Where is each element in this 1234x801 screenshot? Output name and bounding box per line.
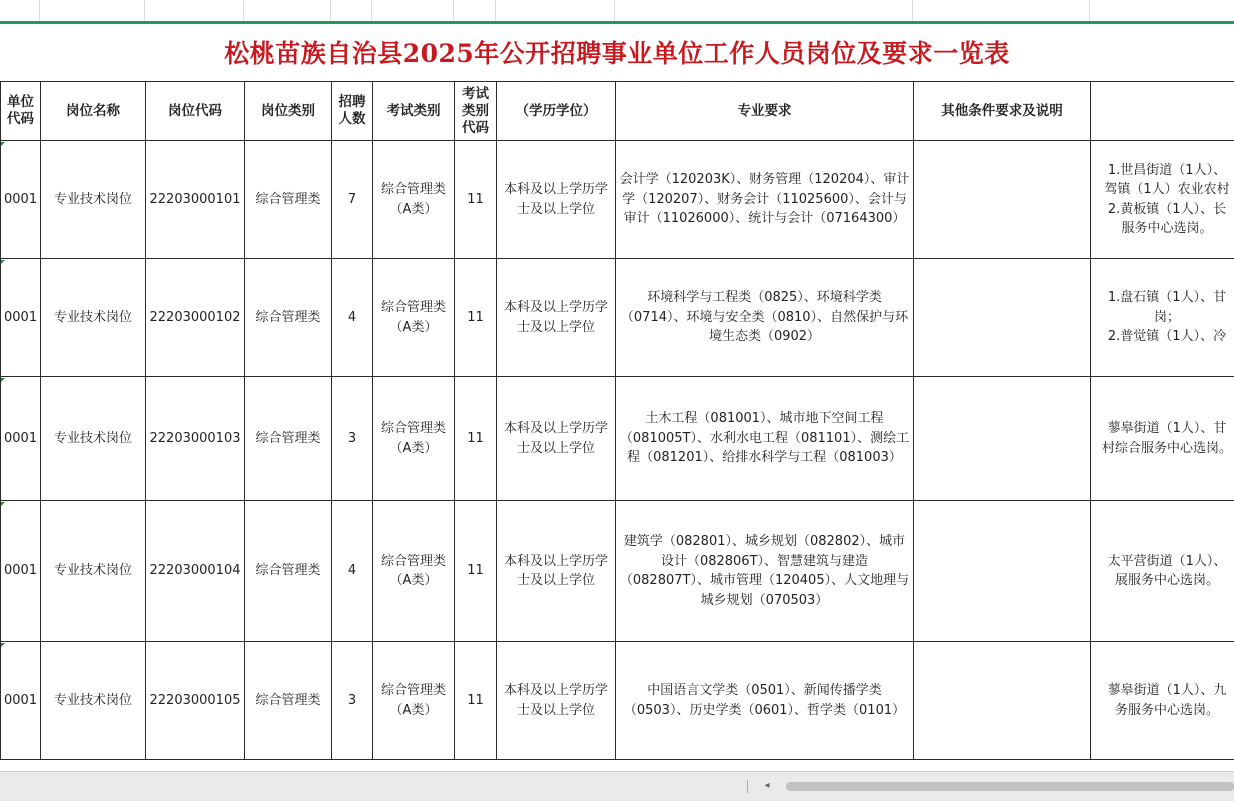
cell-extra[interactable] <box>1091 259 1234 377</box>
comment-marker-icon <box>1 378 5 382</box>
extra-line: 蓼皋街道（1人）、甘 <box>1094 419 1234 439</box>
cell-post-name[interactable]: 专业技术岗位 <box>41 259 146 377</box>
sheet-title: 松桃苗族自治县2025年公开招聘事业单位工作人员岗位及要求一览表 <box>0 24 1234 81</box>
cell-education[interactable]: 本科及以上学历学士及以上学位 <box>497 141 616 259</box>
cell-post-type[interactable]: 综合管理类 <box>245 501 332 642</box>
cell-post-code[interactable]: 22203000104 <box>146 501 245 642</box>
cell-major[interactable]: 中国语言文学类（0501）、新闻传播学类（0503）、历史学类（0601）、哲学类（0101） <box>616 642 914 760</box>
cell-post-code[interactable]: 22203000102 <box>146 259 245 377</box>
cell-exam-code[interactable]: 11 <box>455 501 497 642</box>
extra-line: 太平营街道（1人）、 <box>1094 552 1234 572</box>
cell-education[interactable]: 本科及以上学历学士及以上学位 <box>497 501 616 642</box>
cell-recruit-count[interactable]: 4 <box>332 259 373 377</box>
title-row[interactable] <box>0 24 1234 83</box>
header-exam-type[interactable]: 考试类别 <box>373 82 455 141</box>
header-other[interactable]: 其他条件要求及说明 <box>914 82 1091 141</box>
extra-line: 2.黄板镇（1人）、长 <box>1094 200 1234 220</box>
cell-exam-code[interactable]: 11 <box>455 141 497 259</box>
extra-line: 驾镇（1人）农业农村 <box>1094 180 1234 200</box>
scrollbar-divider <box>747 780 748 793</box>
header-education[interactable]: （学历学位） <box>497 82 616 141</box>
table-row <box>1 141 1234 259</box>
comment-marker-icon <box>1 502 5 506</box>
scroll-left-arrow-icon[interactable]: ◂ <box>760 779 774 793</box>
extra-line: 服务中心选岗。 <box>1094 219 1234 239</box>
horizontal-scrollbar[interactable] <box>0 771 1234 801</box>
comment-marker-icon <box>1 260 5 264</box>
header-major[interactable]: 专业要求 <box>616 82 914 141</box>
cell-post-type[interactable]: 综合管理类 <box>245 141 332 259</box>
cell-post-type[interactable]: 综合管理类 <box>245 377 332 501</box>
column-header-strip <box>0 0 1234 24</box>
cell-extra[interactable] <box>1091 141 1234 259</box>
header-extra[interactable] <box>1091 82 1234 141</box>
cell-unit-code[interactable]: 0001 <box>1 259 41 377</box>
cell-post-code[interactable]: 22203000103 <box>146 377 245 501</box>
cell-exam-type[interactable]: 综合管理类（A类） <box>373 642 455 760</box>
recruitment-table <box>0 81 1234 760</box>
cell-unit-code[interactable]: 0001 <box>1 642 41 760</box>
extra-line: 展服务中心选岗。 <box>1094 571 1234 591</box>
cell-major[interactable]: 会计学（120203K）、财务管理（120204）、审计学（120207）、财务会计（11025600）、会计与审计（11026000）、统计与会计（07164300） <box>616 141 914 259</box>
cell-education[interactable]: 本科及以上学历学士及以上学位 <box>497 377 616 501</box>
cell-exam-code[interactable]: 11 <box>455 377 497 501</box>
header-post-type[interactable]: 岗位类别 <box>245 82 332 141</box>
table-row <box>1 377 1234 501</box>
scrollbar-thumb[interactable] <box>786 782 1234 791</box>
comment-marker-icon <box>1 643 5 647</box>
cell-post-code[interactable]: 22203000105 <box>146 642 245 760</box>
cell-exam-code[interactable]: 11 <box>455 259 497 377</box>
cell-major[interactable]: 环境科学与工程类（0825）、环境科学类（0714）、环境与安全类（0810）、自然保护与环境生态类（0902） <box>616 259 914 377</box>
extra-line: 岗； <box>1094 308 1234 328</box>
table-row <box>1 259 1234 377</box>
cell-post-name[interactable]: 专业技术岗位 <box>41 141 146 259</box>
header-post-name[interactable]: 岗位名称 <box>41 82 146 141</box>
table-row <box>1 501 1234 642</box>
cell-exam-type[interactable]: 综合管理类（A类） <box>373 141 455 259</box>
cell-education[interactable]: 本科及以上学历学士及以上学位 <box>497 259 616 377</box>
cell-post-name[interactable]: 专业技术岗位 <box>41 501 146 642</box>
cell-post-type[interactable]: 综合管理类 <box>245 259 332 377</box>
cell-extra[interactable] <box>1091 377 1234 501</box>
cell-education[interactable]: 本科及以上学历学士及以上学位 <box>497 642 616 760</box>
cell-major[interactable]: 建筑学（082801）、城乡规划（082802）、城市设计（082806T）、智慧建筑与建造（082807T）、城市管理（120405）、人文地理与城乡规划（070503） <box>616 501 914 642</box>
cell-recruit-count[interactable]: 3 <box>332 642 373 760</box>
extra-line: 蓼皋街道（1人）、九 <box>1094 681 1234 701</box>
cell-other[interactable] <box>914 259 1091 377</box>
extra-line: 1.盘石镇（1人）、甘 <box>1094 288 1234 308</box>
cell-recruit-count[interactable]: 7 <box>332 141 373 259</box>
cell-other[interactable] <box>914 377 1091 501</box>
cell-post-code[interactable]: 22203000101 <box>146 141 245 259</box>
header-unit-code[interactable]: 单位代码 <box>1 82 41 141</box>
cell-major[interactable]: 土木工程（081001）、城市地下空间工程（081005T）、水利水电工程（081101）、测绘工程（081201）、给排水科学与工程（081003） <box>616 377 914 501</box>
extra-line: 村综合服务中心选岗。 <box>1094 439 1234 459</box>
table-row <box>1 642 1234 760</box>
cell-extra[interactable] <box>1091 501 1234 642</box>
cell-unit-code[interactable]: 0001 <box>1 377 41 501</box>
cell-exam-type[interactable]: 综合管理类（A类） <box>373 377 455 501</box>
header-exam-code[interactable]: 考试类别代码 <box>455 82 497 141</box>
cell-post-name[interactable]: 专业技术岗位 <box>41 642 146 760</box>
extra-line: 1.世昌街道（1人）、 <box>1094 161 1234 181</box>
cell-other[interactable] <box>914 501 1091 642</box>
extra-line: 务服务中心选岗。 <box>1094 701 1234 721</box>
cell-exam-type[interactable]: 综合管理类（A类） <box>373 501 455 642</box>
cell-other[interactable] <box>914 642 1091 760</box>
header-recruit-count[interactable]: 招聘人数 <box>332 82 373 141</box>
cell-post-type[interactable]: 综合管理类 <box>245 642 332 760</box>
cell-recruit-count[interactable]: 3 <box>332 377 373 501</box>
cell-extra[interactable] <box>1091 642 1234 760</box>
extra-line: 2.普觉镇（1人）、冷 <box>1094 327 1234 347</box>
cell-unit-code[interactable]: 0001 <box>1 141 41 259</box>
header-post-code[interactable]: 岗位代码 <box>146 82 245 141</box>
header-row <box>1 82 1234 141</box>
cell-post-name[interactable]: 专业技术岗位 <box>41 377 146 501</box>
cell-exam-code[interactable]: 11 <box>455 642 497 760</box>
cell-exam-type[interactable]: 综合管理类（A类） <box>373 259 455 377</box>
cell-other[interactable] <box>914 141 1091 259</box>
comment-marker-icon <box>1 142 5 146</box>
cell-unit-code[interactable]: 0001 <box>1 501 41 642</box>
cell-recruit-count[interactable]: 4 <box>332 501 373 642</box>
